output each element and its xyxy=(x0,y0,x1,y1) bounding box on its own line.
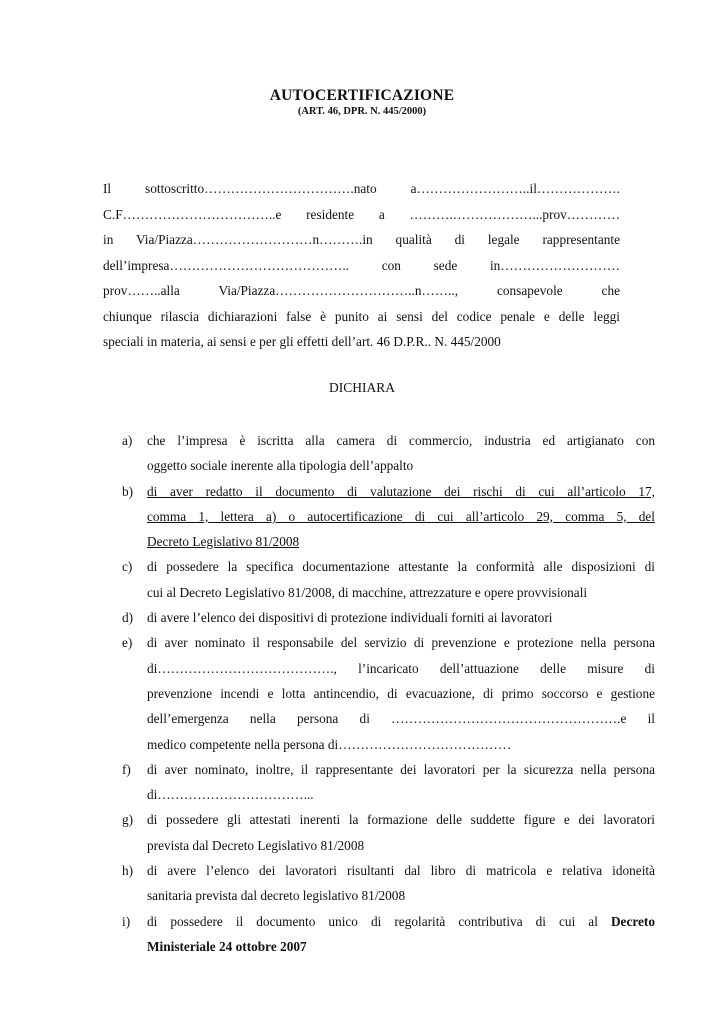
item-line: di avere l’elenco dei dispositivi di protezione individuali forniti ai lavoratori xyxy=(147,610,553,626)
item-line: cui al Decreto Legislativo 81/2008, di macchine, attrezzature e opere provvisionali xyxy=(147,584,588,600)
item-text xyxy=(147,630,655,756)
item-text xyxy=(147,605,655,630)
item-label: a) xyxy=(122,433,133,448)
list-item xyxy=(122,428,655,479)
item-label: d) xyxy=(122,610,134,626)
item-line xyxy=(147,909,655,934)
section-heading: DICHIARA xyxy=(329,380,395,395)
list-item xyxy=(122,807,655,858)
intro-line: prov……..alla Via/Piazza…………………………..n…….., consapevole che xyxy=(103,283,620,298)
intro-line: chiunque rilascia dichiarazioni false è punito ai sensi del codice penale e delle leggi xyxy=(103,308,620,324)
law-reference: Decreto xyxy=(610,913,655,929)
item-line: prevenzione incendi e lotta antincendio, di evacuazione, di primo soccorso e gestione xyxy=(147,685,655,701)
item-label: c) xyxy=(122,559,133,575)
item-line: comma 1, lettera a) o autocertificazione di cui all’articolo 29, comma 5, del xyxy=(147,508,655,524)
item-text xyxy=(147,909,655,960)
item-line: di possedere gli attestati inerenti la formazione delle suddette figure e dei lavoratori xyxy=(147,812,655,828)
item-text xyxy=(147,807,655,858)
declaration-list xyxy=(122,428,655,959)
intro-line: in Via/Piazza………………………n……….in qualità di legale rappresentante xyxy=(103,232,620,247)
item-line-text: di possedere il documento unico di regolarità contributiva di cui al xyxy=(147,913,598,929)
list-item xyxy=(122,757,655,808)
list-item xyxy=(122,605,655,630)
item-line: di aver nominato, inoltre, il rappresentante dei lavoratori per la sicurezza nella persona xyxy=(147,761,655,777)
document-title: AUTOCERTIFICAZIONE xyxy=(269,87,455,104)
item-label: b) xyxy=(122,483,134,499)
item-line: oggetto sociale inerente alla tipologia dell’appalto xyxy=(147,458,414,474)
item-line: che l’impresa è iscritta alla camera di commercio, industria ed artigianato con xyxy=(147,433,655,448)
item-line: medico competente nella persona di………………………………… xyxy=(147,736,512,752)
item-line: di……………………………... xyxy=(147,787,314,803)
item-text xyxy=(147,428,655,479)
intro-line: speciali in materia, ai sensi e per gli effetti dell’art. 46 D.P.R.. N. 445/2000 xyxy=(103,334,501,349)
list-item xyxy=(122,479,655,555)
declarant-paragraph xyxy=(103,176,620,355)
intro-line: C.F……………………………..e residente a ……….………………...prov………… xyxy=(103,206,620,222)
item-line: di aver redatto il documento di valutazione dei rischi di cui all’articolo 17, xyxy=(147,483,655,499)
intro-line: Il sottoscritto…………………………….nato a……………………..il………………. xyxy=(103,181,620,196)
item-line: prevista dal Decreto Legislativo 81/2008 xyxy=(147,837,365,853)
item-label: e) xyxy=(122,635,133,651)
intro-line: dell’impresa………………………………….. con sede in……………………… xyxy=(103,257,620,273)
item-line: di…………………………………., l’incaricato dell’attuazione delle misure di xyxy=(147,660,655,676)
item-label: i) xyxy=(122,913,131,929)
item-text xyxy=(147,554,655,605)
item-label: f) xyxy=(122,761,131,777)
item-line: sanitaria prevista dal decreto legislativo 81/2008 xyxy=(147,888,406,904)
item-line: Decreto Legislativo 81/2008 xyxy=(147,534,300,550)
item-label: h) xyxy=(122,863,134,879)
item-text xyxy=(147,757,655,808)
item-text xyxy=(147,858,655,909)
item-line: di avere l’elenco dei lavoratori risultanti dal libro di matricola e relativa idoneità xyxy=(147,863,655,879)
list-item xyxy=(122,630,655,756)
item-label: g) xyxy=(122,812,134,828)
item-line: di possedere la specifica documentazione attestante la conformità alle disposizioni di xyxy=(147,559,655,575)
list-item xyxy=(122,909,655,960)
item-line: Ministeriale 24 ottobre 2007 xyxy=(147,938,307,954)
list-item xyxy=(122,554,655,605)
document-subtitle: (ART. 46, DPR. N. 445/2000) xyxy=(297,106,427,117)
item-line: dell’emergenza nella persona di …………………………………………….e il xyxy=(147,711,655,727)
item-line: di aver nominato il responsabile del servizio di prevenzione e protezione nella persona xyxy=(147,635,655,651)
item-text xyxy=(147,479,655,555)
list-item xyxy=(122,858,655,909)
